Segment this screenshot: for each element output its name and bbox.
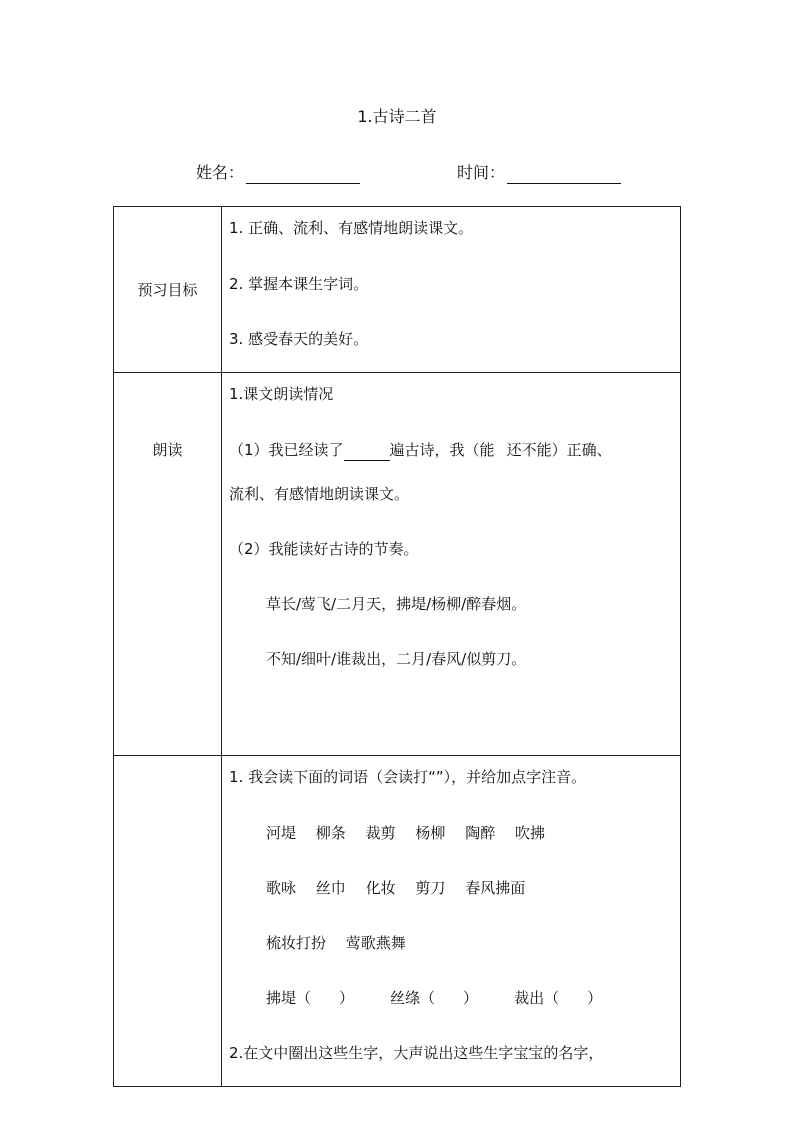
q1-prefix: （1）我已经读了: [229, 441, 344, 459]
goals-content: [222, 207, 681, 373]
words-question-1: 1. 我会读下面的词语（会读打“”），并给加点字注音。: [229, 768, 587, 786]
worksheet-table: [113, 206, 681, 1087]
reading-question-2: （2）我能读好古诗的节奏。: [229, 540, 419, 558]
goal-item: 3. 感受春天的美好。: [229, 330, 369, 348]
page-title: 1.古诗二首: [357, 107, 437, 126]
rhythm-line: 草长/莺飞/二月天，拂堤/杨柳/醉春烟。: [266, 595, 527, 613]
word-row: [229, 811, 678, 866]
time-field: [457, 162, 621, 184]
reading-heading: 1.课文朗读情况: [229, 385, 334, 403]
word-row: [229, 921, 678, 976]
word-item[interactable]: 梳妆打扮: [266, 934, 327, 952]
word-item[interactable]: 裁剪: [365, 824, 396, 842]
words-question-2: 2.在文中圈出这些生字，大声说出这些生字宝宝的名字，: [229, 1044, 604, 1062]
name-blank[interactable]: [246, 167, 360, 184]
words-content: [222, 756, 681, 1087]
pinyin-word: 拂堤（: [266, 989, 312, 1007]
word-item[interactable]: 丝巾: [315, 879, 346, 897]
pinyin-close: ）: [463, 989, 479, 1007]
pinyin-row: [229, 976, 678, 1031]
word-row: [229, 866, 678, 921]
reading-label: 朗读: [114, 373, 222, 756]
rhythm-line: 不知/细叶/谁裁出，二月/春风/似剪刀。: [266, 650, 527, 668]
words-label: [114, 756, 222, 1087]
name-field: [196, 162, 360, 184]
word-item[interactable]: 春风拂面: [465, 879, 526, 897]
goal-item: 1. 正确、流利、有感情地朗读课文。: [229, 219, 474, 237]
words-row: [114, 756, 681, 1087]
reading-question-1: [229, 428, 678, 483]
word-item[interactable]: 杨柳: [415, 824, 446, 842]
q1-choice2: 还不能）正确、: [506, 441, 612, 459]
pinyin-close: ）: [339, 989, 355, 1007]
reading-content: [222, 373, 681, 756]
time-label: 时间：: [457, 163, 506, 182]
times-read-blank[interactable]: [344, 445, 390, 461]
goal-item: 2. 掌握本课生字词。: [229, 275, 369, 293]
word-item[interactable]: 剪刀: [415, 879, 446, 897]
reading-row: [114, 373, 681, 756]
word-item[interactable]: 河堤: [266, 824, 297, 842]
pinyin-word: 裁出（: [514, 989, 560, 1007]
name-label: 姓名：: [196, 163, 245, 182]
word-item[interactable]: 柳条: [315, 824, 346, 842]
goals-label: 预习目标: [114, 207, 222, 373]
word-item[interactable]: 陶醉: [465, 824, 496, 842]
word-item[interactable]: 化妆: [365, 879, 396, 897]
reading-question-1-cont: 流利、有感情地朗读课文。: [229, 485, 410, 503]
time-blank[interactable]: [507, 167, 621, 184]
pinyin-close: ）: [587, 989, 603, 1007]
word-item[interactable]: 莺歌燕舞: [345, 934, 406, 952]
word-item[interactable]: 吹拂: [514, 824, 545, 842]
pinyin-word: 丝绦（: [390, 989, 436, 1007]
q1-suffix: 遍古诗，我（能: [389, 441, 495, 459]
goals-row: [114, 207, 681, 373]
word-item[interactable]: 歌咏: [266, 879, 297, 897]
